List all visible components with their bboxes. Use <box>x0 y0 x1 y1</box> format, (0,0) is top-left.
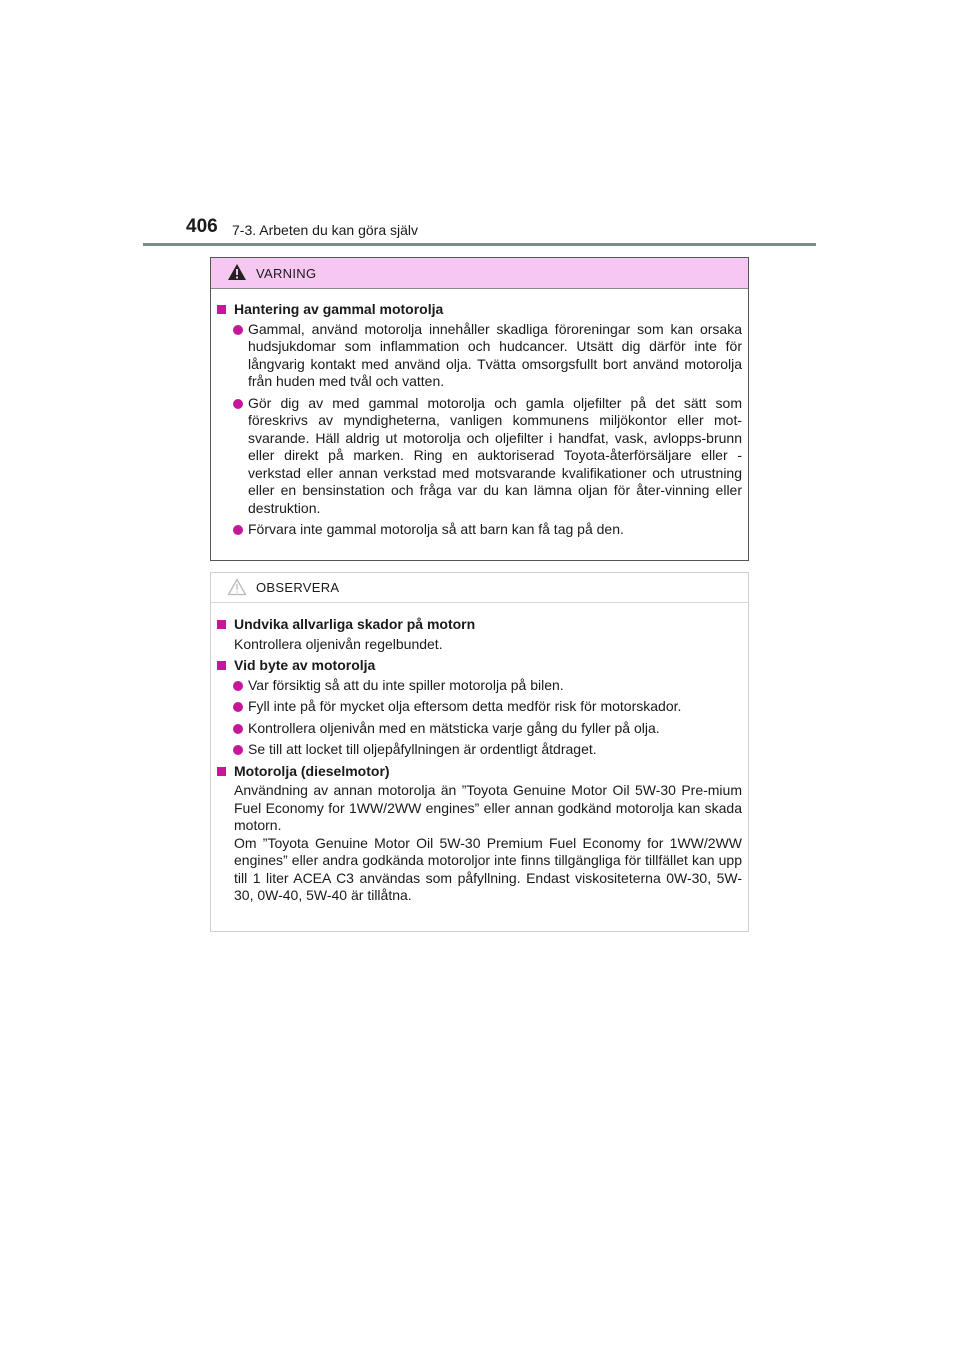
section-title: 7-3. Arbeten du kan göra själv <box>232 222 419 238</box>
bullet-dot-icon <box>233 724 243 734</box>
heading-text: Vid byte av motorolja <box>234 657 376 673</box>
list-item-text: Gör dig av med gammal motorolja och gamla oljefilter på det sätt som föreskrivs av myndigheterna, vanligen kommunens miljökontor eller mot-svarande. Häll aldrig ut motorolja och oljefilter i handfat, vask, avlopps-brunn eller direkt på marken. Ring en auktoriserad Toyota-återförsäljare eller -verkstad eller annan verkstad med motsvarande kvalifikationer och utrustning eller en bensinstation och fråga var du kan lämna oljan för åter-vinning eller destruktion. <box>248 394 742 516</box>
paragraph <box>217 835 742 905</box>
heading-text: Motorolja (dieselmotor) <box>234 762 390 779</box>
notice-box <box>210 572 749 932</box>
list-item-text: Kontrollera oljenivån med en mätsticka varje gång du fyller på olja. <box>248 719 660 736</box>
list-item <box>217 321 742 391</box>
list-item <box>217 741 742 759</box>
warning-content <box>211 289 748 539</box>
bullet-dot-icon <box>233 525 243 535</box>
list-item-text: Fyll inte på för mycket olja eftersom detta medför risk för motorskador. <box>248 698 682 714</box>
notice-header <box>211 573 748 603</box>
bullet-dot-icon <box>233 325 243 335</box>
list-item-text: Var försiktig så att du inte spiller motorolja på bilen. <box>248 676 564 693</box>
bullet-dot-icon <box>233 681 243 691</box>
notice-content <box>211 603 748 905</box>
warning-header <box>211 258 748 289</box>
warning-triangle-icon <box>227 263 247 281</box>
square-bullet-icon <box>217 305 226 314</box>
square-bullet-icon <box>217 620 226 629</box>
notice-label: OBSERVERA <box>256 580 340 595</box>
list-item-text: Gammal, använd motorolja innehåller skadliga föroreningar som kan orsaka hudsjukdomar som inflammation och hudcancer. Utsätt dig därför inte för långvarig kontakt med använd olja. Tvätta omsorgsfullt bort använd motorolja från huden med tvål och vatten. <box>248 320 742 389</box>
notice-heading-diesel-oil <box>217 763 742 781</box>
list-item <box>217 395 742 518</box>
square-bullet-icon <box>217 661 226 670</box>
warning-heading <box>217 301 742 319</box>
paragraph: Kontrollera oljenivån regelbundet. <box>234 635 443 652</box>
notice-heading-oil-change <box>217 657 742 675</box>
notice-heading-engine-damage <box>217 616 742 634</box>
warning-label: VARNING <box>256 266 317 281</box>
page-header <box>186 214 816 244</box>
list-item <box>217 521 742 539</box>
square-bullet-icon <box>217 767 226 776</box>
page-number: 406 <box>186 216 218 237</box>
list-item <box>217 720 742 738</box>
list-item-text: Förvara inte gammal motorolja så att barn kan få tag på den. <box>248 521 624 537</box>
list-item <box>217 698 742 716</box>
bullet-dot-icon <box>233 399 243 409</box>
heading-text: Undvika allvarliga skador på motorn <box>234 616 476 632</box>
paragraph-line: Användning av annan motorolja än ”Toyota Genuine Motor Oil 5W-30 Pre-mium Fuel Economy for 1WW/2WW engines” eller annan godkänd motorolja kan skada motorn. <box>234 782 742 833</box>
caution-triangle-outline-icon <box>227 578 247 596</box>
bullet-dot-icon <box>233 745 243 755</box>
paragraph-line: Om ”Toyota Genuine Motor Oil 5W-30 Premium Fuel Economy for 1WW/2WW engines” eller andra godkända motoroljor inte finns tillgängliga för tillfället kan upp till 1 liter ACEA C3 användas som påfyllning. Endast viskositeterna 0W-30, 5W-30, 0W-40, 5W-40 är tillåtna. <box>234 834 742 903</box>
paragraph <box>217 782 742 835</box>
list-item-text: Se till att locket till oljepåfyllningen är ordentligt åtdraget. <box>248 741 597 757</box>
header-rule <box>143 243 816 246</box>
list-item <box>217 677 742 695</box>
bullet-dot-icon <box>233 702 243 712</box>
warning-box <box>210 257 749 561</box>
warning-heading-text: Hantering av gammal motorolja <box>234 301 444 317</box>
